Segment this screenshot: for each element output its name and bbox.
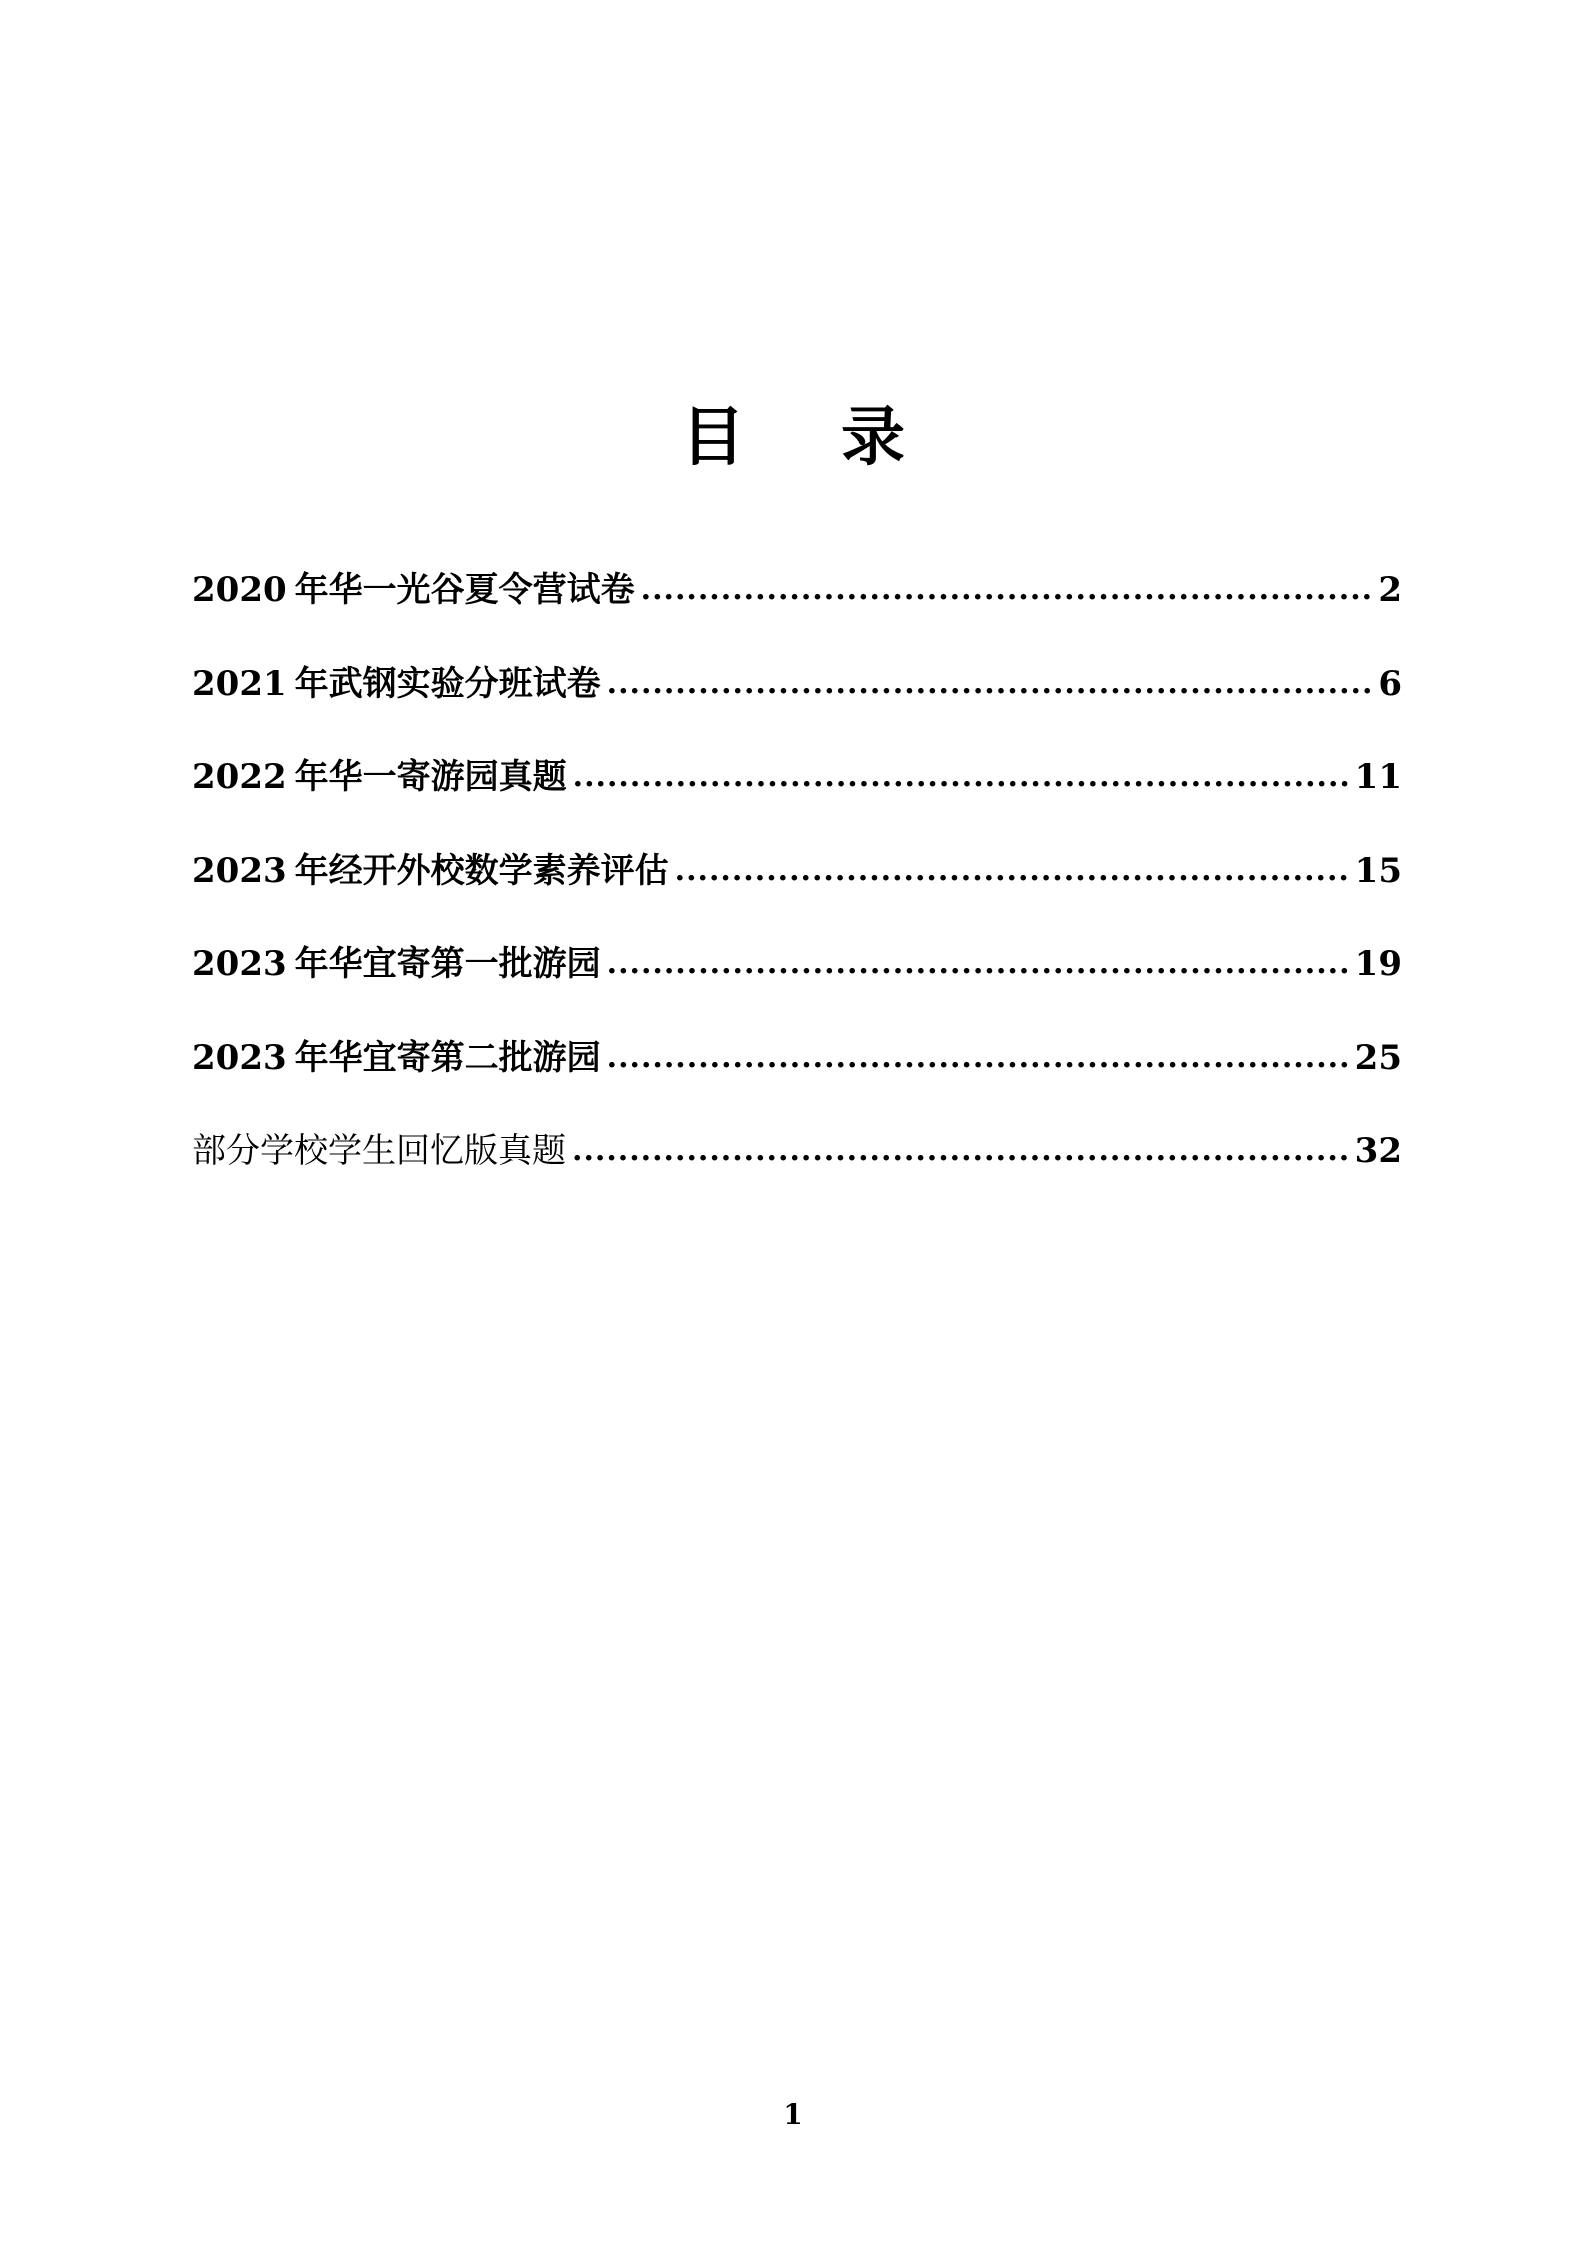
- toc-leader-dots: [573, 745, 1349, 807]
- toc-entry-label: [192, 1028, 601, 1088]
- toc-title: 目录: [681, 401, 1001, 475]
- toc-entry-label: [192, 654, 601, 714]
- toc-entry[interactable]: [192, 747, 1402, 841]
- toc-entry-label: [192, 1121, 566, 1181]
- toc-entry-text: 年武钢实验分班试卷: [294, 663, 601, 704]
- toc-entry[interactable]: [192, 560, 1402, 654]
- toc-entry-page: 6: [1378, 663, 1402, 704]
- toc-entry[interactable]: [192, 1121, 1402, 1215]
- toc-entry-year: 2022: [192, 757, 287, 797]
- toc-leader-dots: [607, 932, 1349, 994]
- toc-entry-text: 部分学校学生回忆版真题: [192, 1131, 566, 1171]
- toc-entry[interactable]: [192, 654, 1402, 748]
- toc-entry-text: 年经开外校数学素养评估: [294, 850, 669, 891]
- toc-entry-page: 2: [1378, 570, 1402, 610]
- toc-entry-label: [192, 841, 669, 901]
- toc-leader-dots: [607, 652, 1373, 714]
- toc-entry-page: 15: [1354, 850, 1402, 891]
- toc-leader-dots: [675, 839, 1349, 901]
- toc-entry-year: 2023: [192, 1037, 287, 1078]
- toc-entry-year: 2023: [192, 944, 287, 984]
- toc-entry-page: 25: [1354, 1037, 1402, 1078]
- toc-entry-text: 年华宜寄第一批游园: [294, 944, 601, 984]
- toc-entry-text: 年华一寄游园真题: [294, 757, 567, 797]
- toc-entry[interactable]: [192, 1028, 1402, 1122]
- page-number: 1: [783, 2098, 803, 2131]
- toc-entry[interactable]: [192, 841, 1402, 935]
- toc-entry-year: 2021: [192, 663, 287, 704]
- toc-entry-text: 年华宜寄第二批游园: [294, 1037, 601, 1078]
- toc-entry-year: 2023: [192, 850, 287, 891]
- toc-entry-text: 年华一光谷夏令营试卷: [294, 570, 635, 610]
- toc-entry-label: [192, 747, 567, 807]
- toc-entry-page: 19: [1354, 944, 1402, 984]
- toc-entry-page: 32: [1354, 1131, 1402, 1171]
- toc-leader-dots: [607, 1026, 1349, 1088]
- toc-leader-dots: [641, 558, 1373, 620]
- toc-entry-label: [192, 934, 601, 994]
- toc-entry[interactable]: [192, 934, 1402, 1028]
- toc-entry-page: 11: [1354, 757, 1402, 797]
- toc-leader-dots: [572, 1119, 1349, 1181]
- toc-entry-label: [192, 560, 635, 620]
- toc-list: [192, 560, 1402, 1215]
- toc-entry-year: 2020: [192, 570, 287, 610]
